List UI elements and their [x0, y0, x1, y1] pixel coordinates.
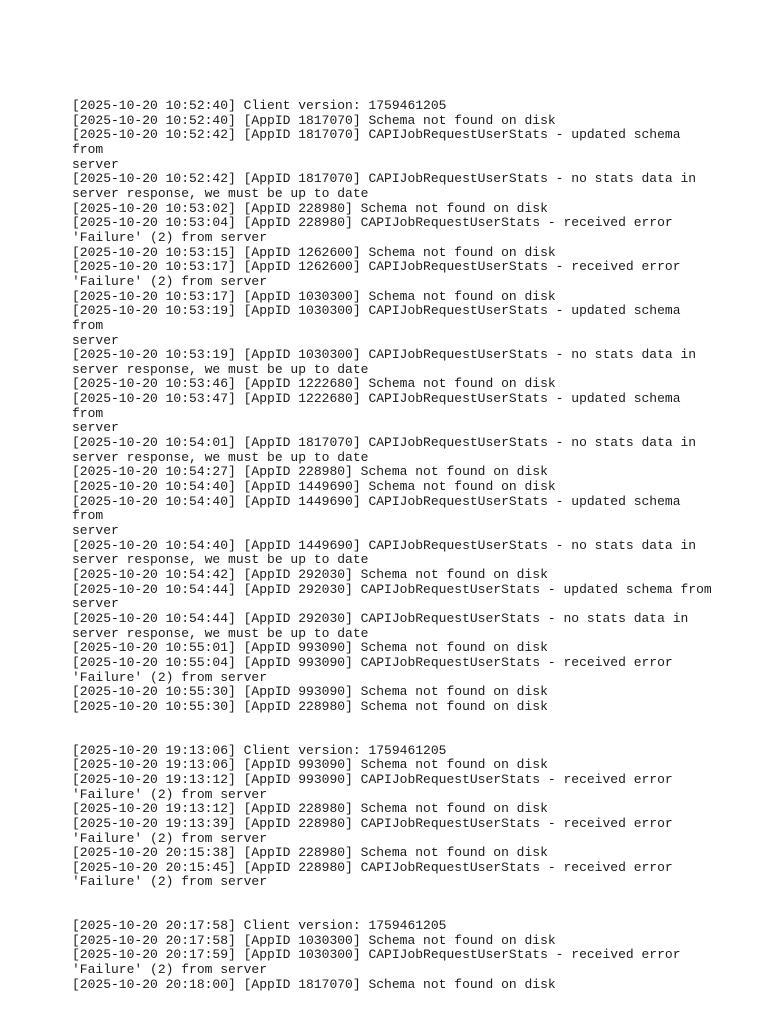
log-line: [2025-10-20 20:17:59] [AppID 1030300] CAPIJobRequestUserStats - received error 'Failure' (2) from server	[72, 947, 681, 978]
log-line: [2025-10-20 10:54:42] [AppID 292030] Schema not found on disk	[72, 567, 548, 582]
log-line: [2025-10-20 20:17:58] [AppID 1030300] Schema not found on disk	[72, 932, 556, 948]
log-line: [2025-10-20 19:13:39] [AppID 228980] CAPIJobRequestUserStats - received error 'Failure' (2) from server	[72, 815, 673, 846]
log-line: [2025-10-20 20:15:38] [AppID 228980] Schema not found on disk	[72, 845, 548, 861]
log-line: [2025-10-20 10:53:15] [AppID 1262600] Schema not found on disk	[72, 244, 556, 260]
log-line: [2025-10-20 19:13:06] [AppID 993090] Schema not found on disk	[72, 757, 548, 773]
log-line: [2025-10-20 10:53:47] [AppID 1222680] CAPIJobRequestUserStats - updated schema from server	[72, 391, 681, 436]
log-line: [2025-10-20 10:52:42] [AppID 1817070] CAPIJobRequestUserStats - no stats data in server response, we must be up to date	[72, 171, 697, 201]
log-line: [2025-10-20 10:53:46] [AppID 1222680] Schema not found on disk	[72, 376, 556, 392]
log-line: [2025-10-20 19:13:12] [AppID 993090] CAPIJobRequestUserStats - received error 'Failure' (2) from server	[72, 771, 673, 802]
log-line: [2025-10-20 10:53:04] [AppID 228980] CAPIJobRequestUserStats - received error 'Failure' (2) from server	[72, 215, 673, 245]
log-session-1	[72, 99, 712, 715]
log-line: [2025-10-20 10:55:30] [AppID 993090] Schema not found on disk	[72, 684, 548, 700]
log-line: [2025-10-20 10:54:40] [AppID 1449690] CAPIJobRequestUserStats - updated schema from server	[72, 493, 681, 539]
log-line: [2025-10-20 10:54:40] [AppID 1449690] Schema not found on disk	[72, 479, 556, 495]
log-line: [2025-10-20 10:54:44] [AppID 292030] CAPIJobRequestUserStats - no stats data in server response, we must be up to date	[72, 610, 689, 641]
log-line: [2025-10-20 10:54:44] [AppID 292030] CAPIJobRequestUserStats - updated schema from server	[72, 581, 712, 612]
log-line: [2025-10-20 10:52:42] [AppID 1817070] CAPIJobRequestUserStats - updated schema from server	[72, 127, 681, 172]
log-line: [2025-10-20 19:13:12] [AppID 228980] Schema not found on disk	[72, 801, 548, 817]
log-line: [2025-10-20 19:13:06] Client version: 1759461205	[72, 742, 447, 758]
log-line: [2025-10-20 10:54:40] [AppID 1449690] CAPIJobRequestUserStats - no stats data in server response, we must be up to date	[72, 537, 697, 568]
log-line: [2025-10-20 10:52:40] [AppID 1817070] Schema not found on disk	[72, 112, 556, 128]
log-session-2	[72, 744, 712, 891]
log-line: [2025-10-20 10:53:02] [AppID 228980] Schema not found on disk	[72, 200, 548, 216]
log-line: [2025-10-20 10:54:01] [AppID 1817070] CAPIJobRequestUserStats - no stats data in server response, we must be up to date	[72, 435, 697, 465]
log-line: [2025-10-20 20:15:45] [AppID 228980] CAPIJobRequestUserStats - received error 'Failure' (2) from server	[72, 859, 673, 890]
log-line: [2025-10-20 10:54:27] [AppID 228980] Schema not found on disk	[72, 464, 548, 480]
log-line: [2025-10-20 10:53:17] [AppID 1262600] CAPIJobRequestUserStats - received error 'Failure' (2) from server	[72, 259, 681, 289]
log-line: [2025-10-20 10:53:19] [AppID 1030300] CAPIJobRequestUserStats - no stats data in server response, we must be up to date	[72, 347, 697, 377]
log-line: [2025-10-20 10:55:30] [AppID 228980] Schema not found on disk	[72, 698, 548, 714]
log-line: [2025-10-20 10:55:04] [AppID 993090] CAPIJobRequestUserStats - received error 'Failure' (2) from server	[72, 654, 673, 685]
log-session-3	[72, 919, 712, 992]
log-line: [2025-10-20 20:18:00] [AppID 1817070] Schema not found on disk	[72, 976, 556, 992]
log-line: [2025-10-20 10:55:01] [AppID 993090] Schema not found on disk	[72, 640, 548, 656]
log-line: [2025-10-20 10:52:40] Client version: 1759461205	[72, 98, 447, 113]
log-line: [2025-10-20 10:53:19] [AppID 1030300] CAPIJobRequestUserStats - updated schema from server	[72, 303, 681, 348]
log-line: [2025-10-20 20:17:58] Client version: 1759461205	[72, 918, 447, 934]
log-line: [2025-10-20 10:53:17] [AppID 1030300] Schema not found on disk	[72, 288, 556, 304]
log-document	[72, 99, 712, 992]
